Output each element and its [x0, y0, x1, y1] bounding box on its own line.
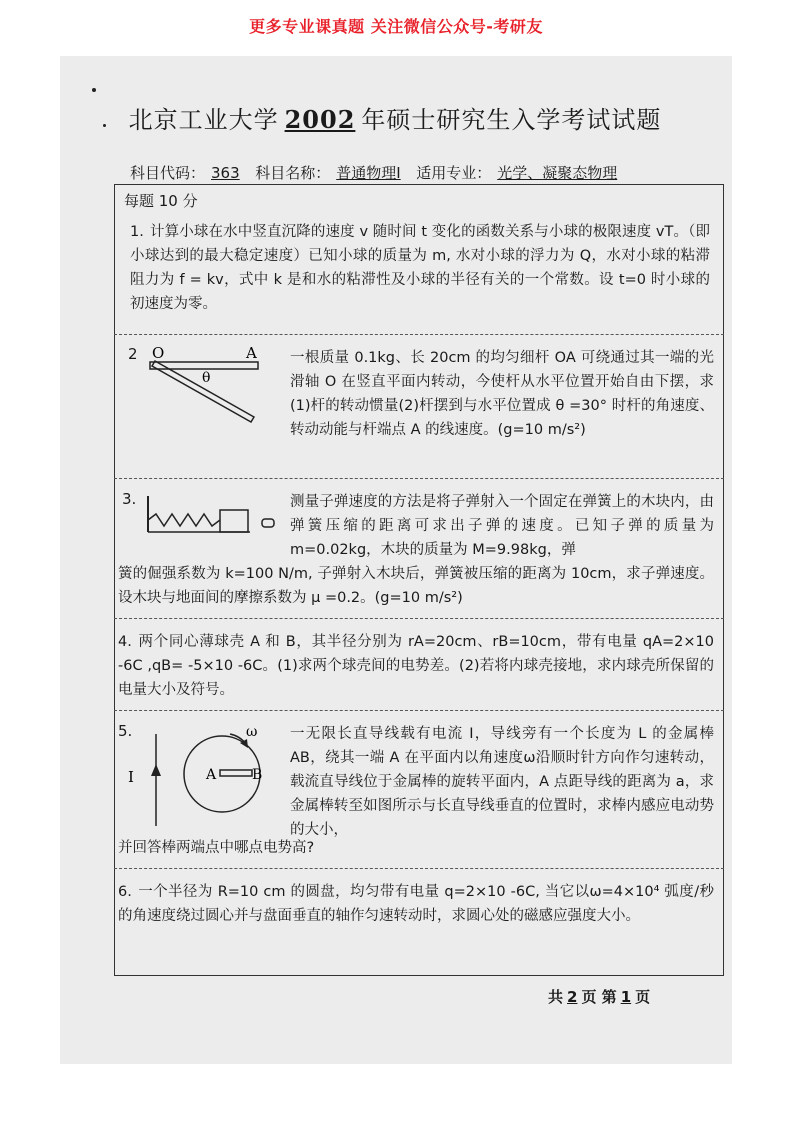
question-4 — [118, 630, 714, 702]
fig-label-omega: ω — [246, 724, 258, 740]
question-number: 4. — [118, 634, 132, 650]
separator — [114, 334, 724, 335]
question-number: 5. — [118, 722, 133, 740]
question-text: 计算小球在水中竖直沉降的速度 v 随时间 t 变化的函数关系与小球的极限速度 vT。（即小球达到的最大稳定速度）已知小球的质量为 m, 水对小球的浮力为 Q，水对小球的粘滞阻力为 f = kv，式中 k 是和水的粘滞性及小球的半径有关的一个常数。设 t=0 时小球的初速度为零。 — [130, 224, 710, 312]
bullet — [262, 519, 274, 527]
separator — [114, 868, 724, 869]
question-text: 一根质量 0.1kg、长 20cm 的均匀细杆 OA 可绕通过其一端的光滑轴 O 在竖直平面内转动，今使杆从水平位置开始自由下摆，求(1)杆的转动惯量(2)杆摆到与水平位置成 θ =30° 时杆的角速度、转动动能与杆端点 A 的线速度。(g=10 m/s²) — [290, 350, 714, 438]
points-per-question: 每题 10 分 — [124, 192, 198, 210]
question-3-part-a — [290, 490, 714, 562]
question-text: 并回答棒两端点中哪点电势高? — [118, 840, 315, 856]
question-3-part-b — [118, 562, 714, 610]
scan-speck — [92, 88, 96, 92]
metal-rod — [220, 770, 252, 776]
question-number: 1. — [130, 224, 144, 240]
fig-label-o: O — [152, 344, 165, 362]
code-label: 科目代码： — [130, 164, 206, 182]
footer-pre: 共 — [548, 988, 564, 1006]
fig-label-i: I — [128, 768, 134, 786]
question-2 — [290, 346, 714, 442]
separator — [114, 710, 724, 711]
question-text: 两个同心薄球壳 A 和 B，其半径分别为 rA=20cm、rB=10cm，带有电量 qA=2×10 -6C ,qB= -5×10 -6C。(1)求两个球壳间的电势差。(2)若将内球壳接地，求内球壳所保留的电量大小及符号。 — [118, 634, 714, 698]
question-1 — [130, 220, 710, 316]
current-arrow — [151, 764, 161, 776]
rod-diagram — [140, 340, 270, 430]
school-name: 北京工业大学 — [128, 106, 279, 134]
question-number: 2 — [128, 345, 138, 363]
fig-label-b: B — [252, 767, 263, 783]
question-text: 一个半径为 R=10 cm 的圆盘，均匀带有电量 q=2×10 -6C, 当它以ω=4×10⁴ 弧度/秒 的角速度绕过圆心并与盘面垂直的轴作匀速转动时，求圆心处的磁感应强度大小。 — [118, 884, 714, 924]
major-label: 适用专业： — [416, 164, 492, 182]
spring — [148, 514, 220, 526]
promo-banner: 更多专业课真题 关注微信公众号-考研友 — [249, 17, 543, 36]
fig-label-a: A — [206, 767, 217, 783]
subject-major: 光学、凝聚态物理 — [497, 164, 618, 182]
wire-rod-diagram — [122, 722, 287, 832]
question-text: 一无限长直导线载有电流 I，导线旁有一个长度为 L 的金属棒 AB，绕其一端 A 在平面内以角速度ω沿顺时针方向作匀速转动，载流直导线位于金属棒的旋转平面内，A 点距导线的距离为 a，求金属棒转至如图所示与长直导线垂直的位置时，求棒内感应电动势的大小， — [290, 726, 714, 838]
subject-code: 363 — [211, 164, 240, 182]
question-text: 测量子弹速度的方法是将子弹射入一个固定在弹簧上的木块内，由弹簧压缩的距离可求出子弹的速度。已知子弹的质量为 m=0.02kg，木块的质量为 M=9.98kg，弹 — [290, 494, 714, 558]
question-6 — [118, 880, 714, 928]
subject-name: 普通物理Ⅰ — [336, 164, 401, 182]
rotation-circle — [184, 736, 263, 812]
name-label: 科目名称： — [255, 164, 331, 182]
footer-mid: 页 第 — [581, 988, 617, 1006]
exam-year: 2002 — [284, 105, 356, 134]
page-indicator — [548, 986, 650, 1007]
total-pages: 2 — [567, 988, 578, 1006]
fig-label-theta: θ — [202, 370, 211, 386]
exam-title — [80, 100, 710, 135]
spring-block-diagram — [140, 492, 280, 542]
wooden-block — [220, 510, 248, 532]
footer-post: 页 — [635, 988, 651, 1006]
question-number: 6. — [118, 884, 132, 900]
separator — [114, 478, 724, 479]
title-rest: 年硕士研究生入学考试试题 — [361, 106, 662, 134]
question-text: 簧的倔强系数为 k=100 N/m, 子弹射入木块后，弹簧被压缩的距离为 10cm，求子弹速度。设木块与地面间的摩擦系数为 μ =0.2。(g=10 m/s²) — [118, 566, 714, 606]
question-number: 3. — [122, 490, 137, 508]
current-page: 1 — [620, 988, 632, 1006]
question-5-part-a — [290, 722, 714, 842]
question-5-part-b — [118, 836, 714, 860]
fig-label-a: A — [246, 344, 257, 362]
separator — [114, 618, 724, 619]
subject-meta — [130, 162, 730, 183]
